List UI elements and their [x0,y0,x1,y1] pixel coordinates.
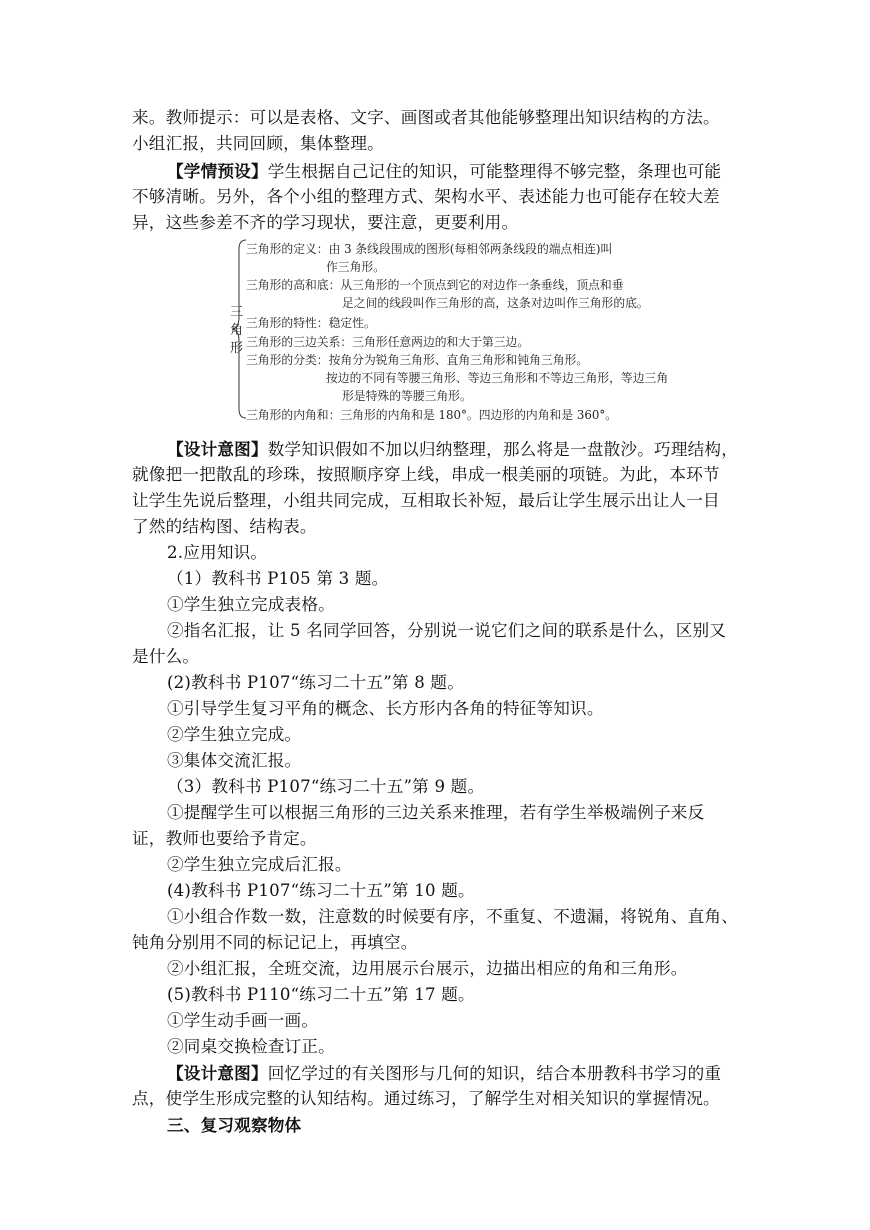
exercise-step: 证，教师也要给予肯定。 [132,829,317,848]
exercise-step: ②学生独立完成。 [167,725,302,744]
diagram-item: 三角形的高和底：从三角形的一个顶点到它的对边作一条垂线，顶点和垂 [246,278,624,292]
paragraph-text: 回忆学过的有关图形与几何的知识，结合本册教科书学习的重 [267,1064,722,1083]
section-heading: 三、复习观察物体 [167,1115,302,1135]
paragraph-line [167,1060,721,1087]
paragraph-line: 来。教师提示：可以是表格、文字、画图或者其他能够整理出知识结构的方法。 [132,108,720,127]
exercise-step: ③集体交流汇报。 [167,751,302,770]
diagram-item: 作三角形。 [326,260,385,274]
diagram-item: 足之间的线段叫作三角形的高，这条对边叫作三角形的底。 [342,296,649,310]
sheji-tag: 【设计意图】 [167,439,268,459]
paragraph-text: 学生根据自己记住的知识，可能整理得不够完整，条理也可能 [267,162,722,181]
sheji-tag: 【设计意图】 [167,1063,268,1083]
paragraph-line: 小组汇报，共同回顾，集体整理。 [132,134,384,153]
diagram-root-char: 三 [230,305,244,320]
diagram-item: 形是特殊的等腰三角形。 [342,389,472,403]
exercise-step: ①小组合作数一数，注意数的时候要有序，不重复、不遗漏，将锐角、直角、 [167,907,738,926]
diagram-root-char: 角 [230,323,244,338]
exercise-heading: (5)教科书 P110“练习二十五”第 17 题。 [167,985,475,1004]
diagram-item: 按边的不同有等腰三角形、等边三角形和不等边三角形，等边三角 [326,371,669,385]
paragraph-line: 异，这些参差不齐的学习现状，要注意，更要利用。 [132,213,519,232]
exercise-step: ①学生动手画一画。 [167,1011,319,1030]
diagram-root-char: 形 [230,341,244,356]
exercise-step: ①引导学生复习平角的概念、长方形内各角的特征等知识。 [167,699,604,718]
diagram-item: 三角形的分类：按角分为锐角三角形、直角三角形和钝角三角形。 [246,353,589,367]
exercise-heading: (4)教科书 P107“练习二十五”第 10 题。 [167,881,475,900]
paragraph-line: 就像把一把散乱的珍珠，按照顺序穿上线，串成一根美丽的项链。为此，本环节 [132,465,720,484]
exercise-step: ①学生独立完成表格。 [167,595,335,614]
paragraph-line: 点，使学生形成完整的认知结构。通过练习，了解学生对相关知识的掌握情况。 [132,1089,720,1108]
exercise-heading: （1）教科书 P105 第 3 题。 [167,569,389,588]
exercise-heading: （3）教科书 P107“练习二十五”第 9 题。 [167,777,485,796]
triangle-knowledge-diagram [228,237,688,427]
exercise-step: ①提醒学生可以根据三角形的三边关系来推理，若有学生举极端例子来反 [167,803,705,822]
paragraph-line: 了然的结构图、结构表。 [132,517,317,536]
xueqing-tag: 【学情预设】 [167,161,268,181]
exercise-heading: (2)教科书 P107“练习二十五”第 8 题。 [167,673,465,692]
diagram-item: 三角形的定义：由 3 条线段围成的图形(每相邻两条线段的端点相连)叫 [246,242,613,256]
paragraph-line [167,436,738,463]
exercise-step: ②同桌交换检查订正。 [167,1037,335,1056]
paragraph-line: 不够清晰。另外，各个小组的整理方式、架构水平、表述能力也可能存在较大差 [132,187,720,206]
paragraph-line [167,158,721,185]
exercise-step: ②指名汇报，让 5 名同学回答，分别说一说它们之间的联系是什么，区别又 [167,621,727,640]
paragraph-text: 数学知识假如不加以归纳整理，那么将是一盘散沙。巧理结构， [267,440,738,459]
exercise-step: ②学生独立完成后汇报。 [167,855,352,874]
paragraph-line: 让学生先说后整理，小组共同完成，互相取长补短，最后让学生展示出让人一目 [132,491,720,510]
diagram-item: 三角形的三边关系：三角形任意两边的和大于第三边。 [246,335,530,349]
exercise-step: 是什么。 [132,647,200,666]
diagram-item: 三角形的特性：稳定性。 [246,316,376,330]
exercise-step: ②小组汇报，全班交流，边用展示台展示，边描出相应的角和三角形。 [167,959,688,978]
section-subtitle: 2.应用知识。 [167,543,268,562]
exercise-step: 钝角分别用不同的标记记上，再填空。 [132,933,418,952]
diagram-item: 三角形的内角和：三角形的内角和是 180°。四边形的内角和是 360°。 [246,408,618,422]
